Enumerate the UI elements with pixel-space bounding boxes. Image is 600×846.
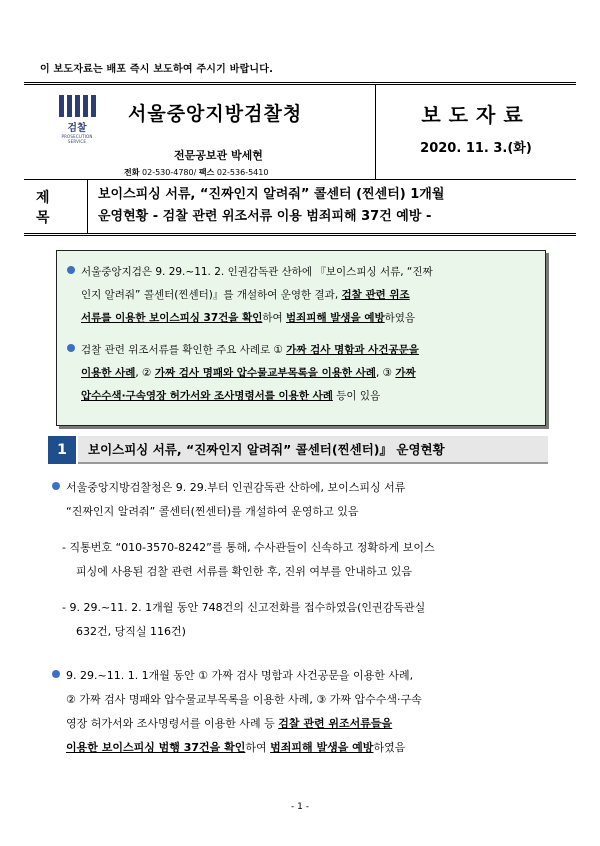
summary-2-emphasis-a: 가짜 검사 명함과 사건공문을 <box>286 344 419 356</box>
summary-2-emphasis-e: 압수수색·구속영장 허가서와 조사명령서를 이용한 사례 <box>81 390 333 402</box>
p3-line-a: - 9. 29.~11. 2. 1개월 동안 748건의 신고전화를 접수하였음(인권감독관실 <box>62 601 426 614</box>
summary-1-line-a: 서울중앙지검은 9. 29.~11. 2. 인권감독관 산하에 『보이스피싱 서류, “진짜 <box>81 266 433 278</box>
header-table <box>24 82 576 180</box>
summary-2-sep-1: , ② <box>135 367 155 379</box>
logo-subtext: PROSECUTION SERVICE <box>61 134 93 144</box>
summary-2-sep-2: , ③ <box>375 367 396 379</box>
header-left-cell <box>24 85 376 180</box>
subject-label: 제목 <box>24 180 88 233</box>
organization-name: 서울중앙지방검찰청 <box>128 103 303 125</box>
contact-info <box>124 167 268 178</box>
summary-1-line-c-end: 하였음 <box>384 312 416 324</box>
summary-2-emphasis-c: 가짜 검사 명패와 압수물교부목록을 이용한 사례 <box>154 367 376 379</box>
page-number: - 1 - <box>291 802 309 812</box>
summary-2-emphasis-d: 가짜 <box>395 367 416 379</box>
prosecution-logo <box>54 95 100 144</box>
p4-emphasis-b: 이용한 보이스피싱 범행 37건을 확인 <box>66 741 246 754</box>
summary-2-emphasis-b: 이용한 사례 <box>81 367 136 379</box>
p4-line-c: 영장 허가서와 조사명령서를 이용한 사례 등 <box>66 717 279 730</box>
tel-number: 02-530-4780/ <box>142 168 197 177</box>
header-right-cell <box>376 85 576 180</box>
p3-line-b: 632건, 당직실 116건) <box>76 625 186 638</box>
summary-item-2 <box>67 339 533 408</box>
p4-line-d-end: 하였음 <box>373 741 406 754</box>
summary-2-line-a: 검찰 관련 위조서류를 확인한 주요 사례로 ① <box>81 344 287 356</box>
bullet-dot-icon <box>67 344 75 352</box>
body-paragraph-3 <box>62 596 552 644</box>
summary-2-line-c: 등이 있음 <box>332 390 381 402</box>
subject-row <box>24 180 576 236</box>
press-officer: 전문공보관 박세현 <box>174 149 263 162</box>
fax-number: 02-536-5410 <box>216 168 269 177</box>
section-title: 보이스피싱 서류, “진짜인지 알려줘” 콜센터(찐센터)』 운영현황 <box>78 436 548 464</box>
tel-label: 전화 <box>124 168 140 177</box>
summary-1-line-b: 인지 알려줘” 콜센터(찐센터)』를 개설하여 운영한 결과, <box>81 289 342 301</box>
document-date: 2020. 11. 3.(화) <box>420 141 532 156</box>
p2-line-b: 피싱에 사용된 검찰 관련 서류를 확인한 후, 진위 여부를 안내하고 있음 <box>76 565 412 578</box>
body-paragraph-2 <box>62 536 552 584</box>
body-paragraph-4 <box>52 664 552 760</box>
p4-line-a: 9. 29.~11. 1. 1개월 동안 ① 가짜 검사 명함과 사건공문을 이용한 사례, <box>66 669 414 682</box>
section-number: 1 <box>48 436 76 464</box>
subject-text <box>98 184 568 228</box>
subject-line-2: 운영현황 - 검찰 관련 위조서류 이용 범죄피해 37건 예방 - <box>98 209 432 224</box>
p4-line-d: 하여 <box>245 741 271 754</box>
summary-box <box>56 250 546 426</box>
logo-bars-icon <box>54 95 100 117</box>
p1-line-b: “진짜인지 알려줘” 콜센터(찐센터)를 개설하여 운영하고 있음 <box>66 505 359 518</box>
document-title: 보도자료 <box>421 103 531 127</box>
p4-emphasis-c: 범죄피해 발생을 예방 <box>270 741 374 754</box>
section-1-header <box>48 436 548 464</box>
summary-1-line-c: 하여 <box>262 312 287 324</box>
body-paragraph-1 <box>52 476 552 524</box>
bullet-dot-icon <box>67 266 75 274</box>
subject-line-1: 보이스피싱 서류, “진짜인지 알려줘” 콜센터 (찐센터) 1개월 <box>98 187 445 202</box>
p2-line-a: - 직통번호 “010-3570-8242”를 통해, 수사관들이 신속하고 정확하게 보이스 <box>62 541 435 554</box>
p4-line-b: ② 가짜 검사 명패와 압수물교부목록을 이용한 사례, ③ 가짜 압수수색·구속 <box>66 693 422 706</box>
bullet-dot-icon <box>52 482 60 490</box>
summary-1-emphasis-b: 서류를 이용한 보이스피싱 37건을 확인 <box>81 312 263 324</box>
distribution-notice: 이 보도자료는 배포 즉시 보도하여 주시기 바랍니다. <box>40 64 274 75</box>
summary-1-emphasis-c: 범죄피해 발생을 예방 <box>286 312 385 324</box>
summary-1-emphasis-a: 검찰 관련 위조 <box>341 289 410 301</box>
p1-line-a: 서울중앙지방검찰청은 9. 29.부터 인권감독관 산하에, 보이스피싱 서류 <box>66 481 406 494</box>
p4-emphasis-a: 검찰 관련 위조서류들을 <box>278 717 393 730</box>
summary-item-1 <box>67 261 533 330</box>
fax-label: 팩스 <box>198 168 215 177</box>
logo-text: 검찰 <box>67 123 87 134</box>
bullet-dot-icon <box>52 670 60 678</box>
